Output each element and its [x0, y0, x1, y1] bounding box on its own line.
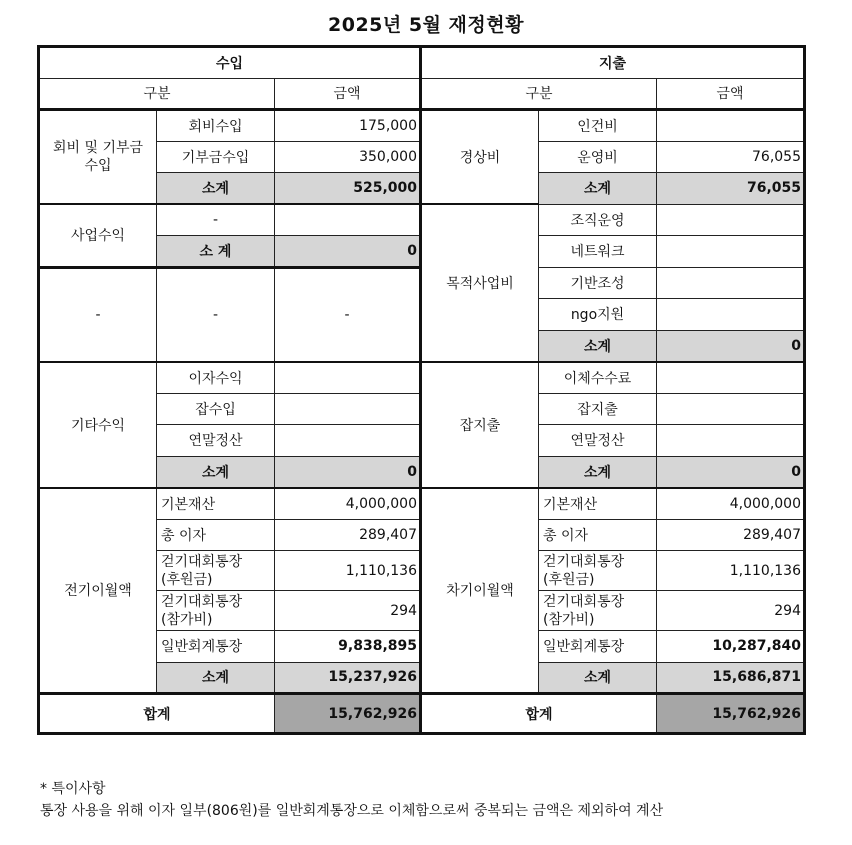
- income-item-label: 연말정산: [157, 425, 275, 457]
- expense-item-amount: 76,055: [657, 141, 805, 173]
- income-item-label: 기부금수입: [157, 141, 275, 173]
- expense-item-label: 일반회계통장: [539, 631, 657, 663]
- income-blank-group: -: [39, 267, 157, 362]
- expense-group-operating: 경상비: [421, 110, 539, 205]
- expense-item-label: 운영비: [539, 141, 657, 173]
- expense-subtotal-amount: 0: [657, 330, 805, 362]
- page-title: 2025년 5월 재정현황: [328, 14, 524, 36]
- expense-subtotal-amount: 76,055: [657, 173, 805, 205]
- expense-item-label: 기본재산: [539, 488, 657, 520]
- income-item-amount: 289,407: [275, 519, 421, 551]
- income-item-amount: [275, 425, 421, 457]
- expense-item-label: 걷기대회통장 (참가비): [539, 591, 657, 631]
- expense-amount-header: 금액: [657, 78, 805, 110]
- income-subtotal-amount: 525,000: [275, 173, 421, 205]
- income-item-amount: [275, 204, 421, 236]
- expense-category-header: 구분: [421, 78, 657, 110]
- expense-group-carryforward: 차기이월액: [421, 488, 539, 694]
- expense-item-amount: [657, 299, 805, 331]
- income-category-header: 구분: [39, 78, 275, 110]
- income-subtotal-label: 소계: [157, 173, 275, 205]
- expense-item-amount: 289,407: [657, 519, 805, 551]
- income-item-amount: 9,838,895: [275, 631, 421, 663]
- income-item-label: -: [157, 204, 275, 236]
- expense-item-label: 기반조성: [539, 267, 657, 299]
- income-header: 수입: [39, 47, 421, 79]
- income-item-label: 기본재산: [157, 488, 275, 520]
- expense-header: 지출: [421, 47, 805, 79]
- income-subtotal-amount: 0: [275, 456, 421, 488]
- notes-heading: * 특이사항: [40, 781, 106, 797]
- expense-subtotal-label: 소계: [539, 662, 657, 694]
- expense-item-amount: 4,000,000: [657, 488, 805, 520]
- income-subtotal-amount: 0: [275, 236, 421, 268]
- expense-item-amount: 294: [657, 591, 805, 631]
- income-item-label: 이자수익: [157, 362, 275, 394]
- income-group-carryover: 전기이월액: [39, 488, 157, 694]
- expense-item-amount: [657, 425, 805, 457]
- income-amount-header: 금액: [275, 78, 421, 110]
- income-item-amount: 1,110,136: [275, 551, 421, 591]
- income-subtotal-amount: 15,237,926: [275, 662, 421, 694]
- income-item-amount: 4,000,000: [275, 488, 421, 520]
- expense-item-label: ngo지원: [539, 299, 657, 331]
- expense-item-label: 네트워크: [539, 236, 657, 268]
- expense-item-label: 잡지출: [539, 393, 657, 425]
- notes-text: 통장 사용을 위해 이자 일부(806원)를 일반회계통장으로 이체함으로써 중복되는 금액은 제외하여 계산: [40, 803, 664, 819]
- expense-item-label: 걷기대회통장 (후원금): [539, 551, 657, 591]
- income-subtotal-label: 소계: [157, 456, 275, 488]
- income-item-label: 잡수입: [157, 393, 275, 425]
- income-group-business: 사업수익: [39, 204, 157, 267]
- income-group-membership: 회비 및 기부금 수입: [39, 110, 157, 205]
- income-total-amount: 15,762,926: [275, 694, 421, 734]
- income-item-amount: 175,000: [275, 110, 421, 142]
- expense-subtotal-label: 소계: [539, 173, 657, 205]
- income-item-amount: [275, 362, 421, 394]
- expense-group-misc: 잡지출: [421, 362, 539, 488]
- expense-total-amount: 15,762,926: [657, 694, 805, 734]
- income-item-label: 걷기대회통장 (후원금): [157, 551, 275, 591]
- expense-group-purpose: 목적사업비: [421, 204, 539, 362]
- expense-item-amount: [657, 362, 805, 394]
- income-blank-amount: -: [275, 267, 421, 362]
- expense-item-label: 총 이자: [539, 519, 657, 551]
- expense-item-amount: [657, 393, 805, 425]
- expense-total-label: 합계: [421, 694, 657, 734]
- expense-subtotal-amount: 0: [657, 456, 805, 488]
- expense-item-amount: 10,287,840: [657, 631, 805, 663]
- expense-item-label: 조직운영: [539, 204, 657, 236]
- income-item-label: 걷기대회통장 (참가비): [157, 591, 275, 631]
- income-item-label: 일반회계통장: [157, 631, 275, 663]
- income-subtotal-label: 소 계: [157, 236, 275, 268]
- income-item-amount: 350,000: [275, 141, 421, 173]
- income-item-label: 총 이자: [157, 519, 275, 551]
- expense-item-amount: [657, 236, 805, 268]
- income-item-amount: 294: [275, 591, 421, 631]
- income-group-other: 기타수익: [39, 362, 157, 488]
- expense-item-label: 인건비: [539, 110, 657, 142]
- expense-item-label: 연말정산: [539, 425, 657, 457]
- income-total-label: 합계: [39, 694, 275, 734]
- expense-subtotal-label: 소계: [539, 456, 657, 488]
- income-blank-label: -: [157, 267, 275, 362]
- expense-item-amount: [657, 267, 805, 299]
- finance-table: [37, 45, 806, 735]
- expense-item-amount: 1,110,136: [657, 551, 805, 591]
- expense-item-label: 이체수수료: [539, 362, 657, 394]
- income-item-label: 회비수입: [157, 110, 275, 142]
- income-subtotal-label: 소계: [157, 662, 275, 694]
- expense-subtotal-label: 소계: [539, 330, 657, 362]
- income-item-amount: [275, 393, 421, 425]
- expense-subtotal-amount: 15,686,871: [657, 662, 805, 694]
- expense-item-amount: [657, 110, 805, 142]
- notes-section: [40, 778, 663, 822]
- expense-item-amount: [657, 204, 805, 236]
